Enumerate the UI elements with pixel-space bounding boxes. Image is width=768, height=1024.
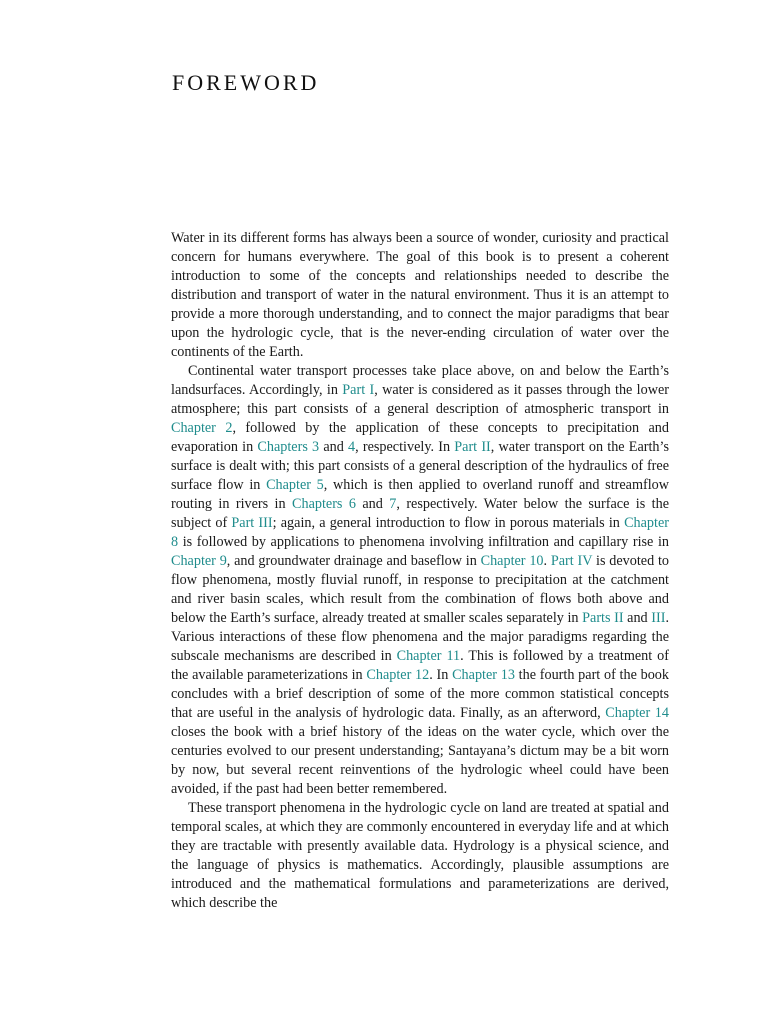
cross-reference-link[interactable]: Part III (231, 515, 273, 531)
paragraph-text: , respectively. In (355, 439, 455, 455)
paragraph-text: the fourth part of the book concludes with a brief description of some of the more common statistical concepts that are useful in the analysis of hydrologic data. Finally, as an afterword, (171, 667, 669, 721)
cross-reference-link[interactable]: Chapter 14 (605, 705, 669, 721)
paragraph (171, 799, 669, 913)
paragraph-text: . In (429, 667, 453, 683)
paragraph-text: , respectively. Water below the surface is the subject of (171, 496, 669, 531)
cross-reference-link[interactable]: Chapter 10 (480, 553, 544, 569)
cross-reference-link[interactable]: Chapter 11 (396, 648, 461, 664)
paragraph-text: , and groundwater drainage and baseflow in (226, 553, 481, 569)
paragraph-text: and (355, 496, 390, 512)
paragraph-text: These transport phenomena in the hydrologic cycle on land are treated at spatial and temporal scales, at which they are commonly encountered in everyday life and at which they are tractable with presently available data. Hydrology is a physical science, and the language of physics is mathematics. Accordingly, plausible assumptions are introduced and the mathematical formulations and parameterizations are derived, which describe the (171, 800, 669, 911)
cross-reference-link[interactable]: Part IV (550, 553, 593, 569)
paragraph-text: and (319, 439, 349, 455)
cross-reference-link[interactable]: III (651, 610, 666, 626)
cross-reference-link[interactable]: Chapter 8 (171, 515, 669, 550)
paragraph-text: ; again, a general introduction to flow in porous materials in (272, 515, 625, 531)
cross-reference-link[interactable]: 4 (348, 439, 356, 455)
cross-reference-link[interactable]: Parts II (582, 610, 624, 626)
paragraph-text: , water transport on the Earth’s surface is dealt with; this part consists of a general description of the hydraulics of free surface flow in (171, 439, 669, 493)
cross-reference-link[interactable]: Chapter 5 (266, 477, 324, 493)
cross-reference-link[interactable]: Chapters 3 (257, 439, 320, 455)
cross-reference-link[interactable]: Chapter 13 (452, 667, 515, 683)
paragraph (171, 362, 669, 799)
paragraph-text: , which is then applied to overland runoff and streamflow routing in rivers in (171, 477, 669, 512)
paragraph-text: . This is followed by a treatment of the available parameterizations in (171, 648, 669, 683)
cross-reference-link[interactable]: Part I (342, 382, 375, 398)
paragraph-text: . Various interactions of these flow phenomena and the major paradigms regarding the subscale mechanisms are described in (171, 610, 669, 664)
paragraph-text: . (543, 553, 551, 569)
paragraph-text: closes the book with a brief history of the ideas on the water cycle, which over the centuries evolved to our present understanding; Santayana’s dictum may be a bit worn by now, but several recent reinventions of the hydrologic wheel could have been avoided, if the past had been better remembered. (171, 724, 669, 797)
paragraph-text: Water in its different forms has always been a source of wonder, curiosity and practical concern for humans everywhere. The goal of this book is to present a coherent introduction to some of the concepts and relationships needed to describe the distribution and transport of water in the natural environment. Thus it is an attempt to provide a more thorough understanding, and to connect the major paradigms that bear upon the hydrologic cycle, that is the never-ending circulation of water over the continents of the Earth. (171, 230, 669, 360)
paragraph-text: Continental water transport processes take place above, on and below the Earth’s landsurfaces. Accordingly, in (171, 363, 669, 398)
cross-reference-link[interactable]: 7 (389, 496, 397, 512)
paragraph-text: is devoted to flow phenomena, mostly fluvial runoff, in response to precipitation at the catchment and river basin scales, which result from the combination of flows both above and below the Earth’s surface, already treated at smaller scales separately in (171, 553, 669, 626)
cross-reference-link[interactable]: Chapter 2 (171, 420, 233, 436)
foreword-body (171, 229, 669, 913)
cross-reference-link[interactable]: Chapter 9 (171, 553, 227, 569)
paragraph-text: , water is considered as it passes through the lower atmosphere; this part consists of a general description of atmospheric transport in (171, 382, 669, 417)
chapter-heading: FOREWORD (172, 70, 320, 95)
cross-reference-link[interactable]: Chapters 6 (292, 496, 356, 512)
cross-reference-link[interactable]: Chapter 12 (366, 667, 430, 683)
paragraph-text: , followed by the application of these concepts to precipitation and evaporation in (171, 420, 669, 455)
paragraph-text: is followed by applications to phenomena involving infiltration and capillary rise in (178, 534, 669, 550)
paragraph (171, 229, 669, 362)
cross-reference-link[interactable]: Part II (454, 439, 491, 455)
paragraph-text: and (623, 610, 652, 626)
